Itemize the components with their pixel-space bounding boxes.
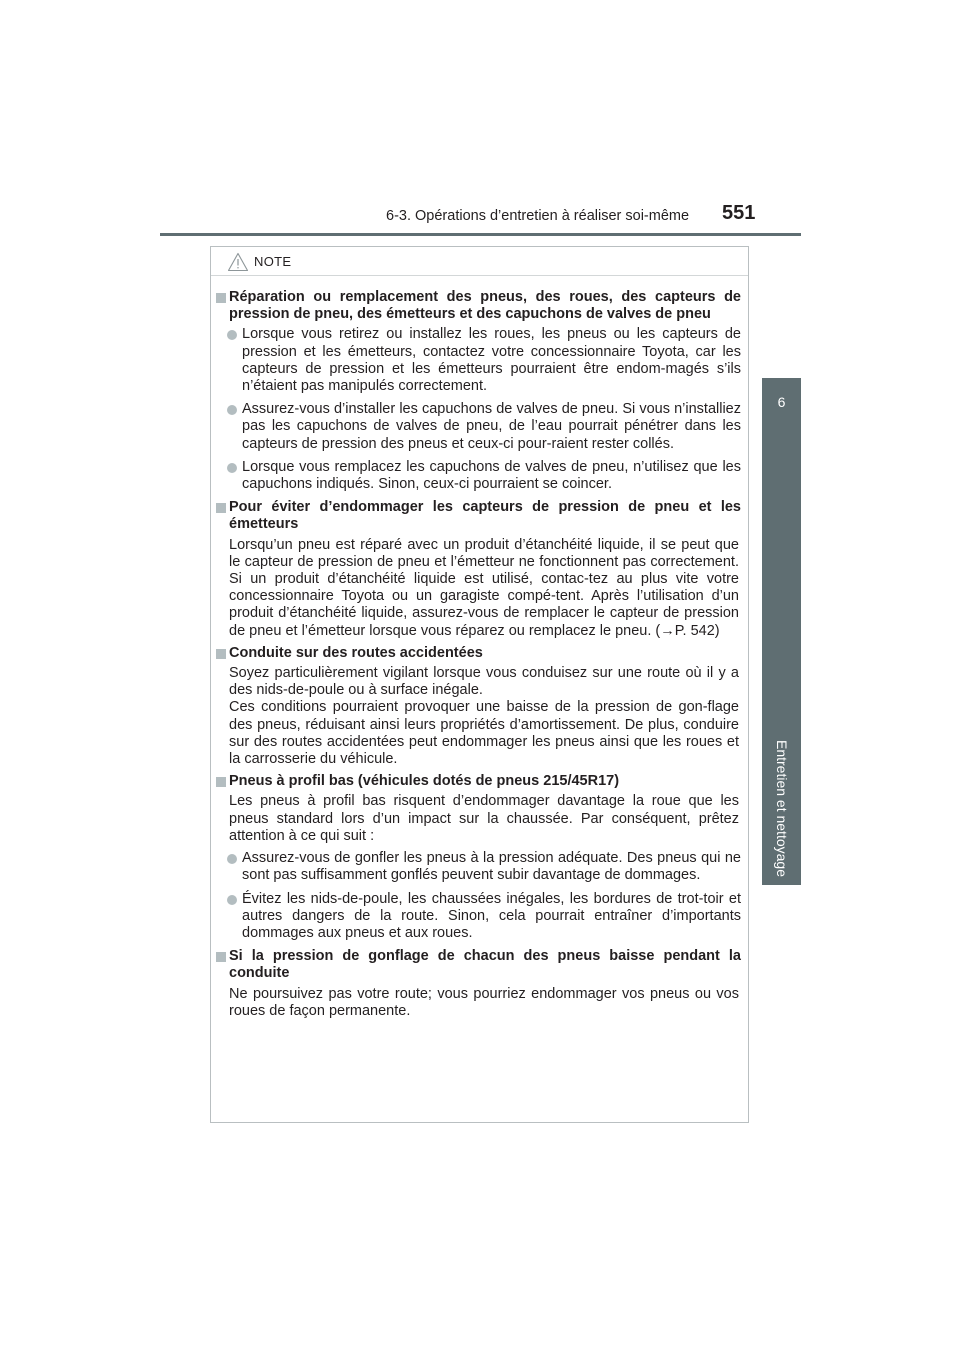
warning-triangle-icon — [227, 252, 249, 272]
list-item: Assurez-vous d’installer les capuchons de valves de pneu. Si vous n’installiez pas les capuchons de valves de pneu, de l’eau pourrait pénétrer dans les capteurs de pression des pneus et ceux-ci pour-raient rester collés. — [211, 401, 748, 453]
note-title: NOTE — [254, 254, 292, 269]
section-heading: Réparation ou remplacement des pneus, des roues, des capteurs de pression de pneu, des émetteurs et des capuchons de valves de pneu — [211, 289, 748, 323]
square-bullet-icon — [216, 952, 226, 962]
square-bullet-icon — [216, 649, 226, 659]
section-paragraph: Lorsqu’un pneu est réparé avec un produit d’étanchéité liquide, il se peut que le capteur de pression de pneu et l’émetteur ne fonctionnent pas correctement. Si un produit d’étanchéité liquide est utilisé, contac-tez au plus vite votre concessionnaire Toyota ou un garagiste compé-tent. Après l’utilisation d’un produit d’étanchéité liquide, assurez-vous de remplacer le capteur de pression de pneu et l’émetteur lorsque vous réparez ou remplacez le pneu. (→P. 542) — [229, 536, 739, 639]
note-header — [211, 247, 748, 276]
list-item: Assurez-vous de gonfler les pneus à la pression adéquate. Des pneus qui ne sont pas suffisamment gonflés peuvent subir davantage de dommages. — [211, 850, 748, 884]
round-bullet-icon — [227, 854, 237, 864]
section-heading: Pour éviter d’endommager les capteurs de pression de pneu et les émetteurs — [211, 499, 748, 533]
running-header: 6-3. Opérations d’entretien à réaliser soi-même — [386, 208, 690, 224]
section-paragraph: Les pneus à profil bas risquent d’endommager davantage la roue que les pneus standard lors d’un impact sur la chaussée. Par conséquent, prêtez attention à ce qui suit : — [229, 793, 739, 844]
square-bullet-icon — [216, 503, 226, 513]
note-content — [211, 289, 748, 1025]
round-bullet-icon — [227, 330, 237, 340]
section-paragraph: Ne poursuivez pas votre route; vous pourriez endommager vos pneus ou vos roues de façon permanente. — [229, 985, 739, 1019]
square-bullet-icon — [216, 777, 226, 787]
note-box — [210, 246, 749, 1123]
section-heading: Si la pression de gonflage de chacun des pneus baisse pendant la conduite — [211, 948, 748, 982]
chapter-label: Entretien et nettoyage — [774, 739, 790, 877]
list-item: Lorsque vous remplacez les capuchons de valves de pneu, n’utilisez que les capuchons indiqués. Sinon, ceux-ci pourraient se coincer. — [211, 459, 748, 493]
round-bullet-icon — [227, 405, 237, 415]
list-item: Lorsque vous retirez ou installez les roues, les pneus ou les capteurs de pression et les émetteurs, contactez votre concessionnaire Toyota, car les capteurs de pression et les émetteurs pourraient être endom-magés s’ils n’étaient pas manipulés correctement. — [211, 326, 748, 395]
chapter-number: 6 — [777, 394, 786, 410]
square-bullet-icon — [216, 293, 226, 303]
section-heading: Conduite sur des routes accidentées — [211, 645, 748, 662]
list-item: Évitez les nids-de-poule, les chaussées inégales, les bordures de trot-toir et autres dangers de la route. Sinon, cela pourrait entraîner d’importants dommages aux pneus et aux roues. — [211, 891, 748, 943]
section-heading: Pneus à profil bas (véhicules dotés de pneus 215/45R17) — [211, 773, 748, 790]
round-bullet-icon — [227, 463, 237, 473]
chapter-side-tab — [762, 378, 801, 885]
header-rule — [160, 233, 801, 236]
page-number: 551 — [722, 202, 756, 224]
section-paragraph: Soyez particulièrement vigilant lorsque vous conduisez sur une route où il y a des nids-de-poule ou à surface inégale. Ces conditions pourraient provoquer une baisse de la pression de gon-flage des pneus, réduisant ainsi leurs propriétés d’amortissement. De plus, conduire sur des routes accidentées peut endommager les pneus ainsi que les roues et la carrosserie du véhicule. — [229, 665, 739, 768]
round-bullet-icon — [227, 895, 237, 905]
